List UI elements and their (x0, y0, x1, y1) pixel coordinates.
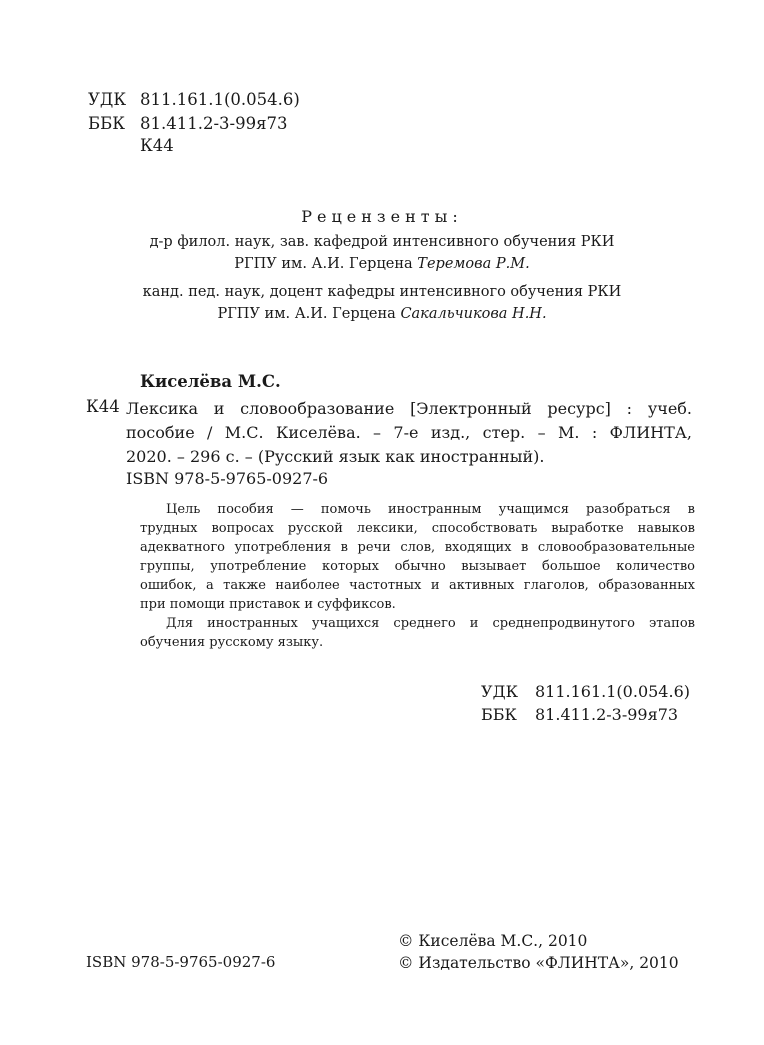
reviewer2-name: Сакальчикова Н.Н. (400, 306, 547, 322)
copyright-publisher: © Издательство «ФЛИНТА», 2010 (398, 954, 679, 972)
bbk-label: ББК (88, 114, 126, 133)
annotation-p1-line2: трудных вопросах русской лексики, способствовать выработке навыков (140, 521, 695, 536)
annotation-p2-line2: обучения русскому языку. (140, 635, 324, 650)
catalog-author: Киселёва М.С. (140, 372, 281, 391)
udk-bottom-label: УДК (481, 682, 518, 701)
udk-top (88, 88, 300, 112)
bbk-bottom (481, 703, 678, 726)
annotation-p2-line1: Для иностранных учащихся среднего и среднепродвинутого этапов (166, 616, 695, 631)
udk-bottom (481, 680, 690, 703)
author-mark-top: К44 (140, 136, 174, 155)
reviewer1-name: Теремова Р.М. (417, 256, 530, 272)
annotation-p1-line1: Цель пособия — помочь иностранным учащимся разобраться в (166, 502, 695, 517)
catalog-isbn: ISBN 978-5-9765-0927-6 (126, 469, 329, 488)
catalog-line3: 2020. – 296 с. – (Русский язык как иностранный). (126, 447, 545, 466)
catalog-line2: пособие / М.С. Киселёва. – 7-е изд., стер. – М. : ФЛИНТА, (126, 423, 692, 442)
udk-bottom-value: 811.161.1(0.054.6) (535, 682, 690, 701)
reviewer2-line2 (0, 306, 764, 322)
bbk-bottom-value: 81.411.2-3-99я73 (535, 705, 679, 724)
annotation-p1-line4: группы, употребление которых обычно вызывает большое количество (140, 559, 695, 574)
copyright-author: © Киселёва М.С., 2010 (398, 932, 588, 950)
bbk-value: 81.411.2-3-99я73 (140, 114, 288, 133)
annotation-p1-line5: ошибок, а также наиболее частотных и активных глаголов, образованных (140, 578, 695, 593)
bbk-top (88, 112, 288, 136)
annotation (140, 500, 695, 652)
udk-value: 811.161.1(0.054.6) (140, 90, 300, 109)
reviewers-heading: Рецензенты: (301, 207, 463, 226)
catalog-line1: Лексика и словообразование [Электронный ресурс] : учеб. (126, 399, 692, 418)
udk-label: УДК (88, 90, 127, 109)
footer-isbn: ISBN 978-5-9765-0927-6 (86, 953, 276, 971)
reviewer2-line1: канд. пед. наук, доцент кафедры интенсивного обучения РКИ (142, 284, 622, 300)
annotation-p1-line3: адекватного употребления в речи слов, входящих в словообразовательные (140, 540, 695, 555)
reviewer2-affiliation: РГПУ им. А.И. Герцена (217, 306, 401, 322)
reviewer1-line2 (0, 256, 764, 272)
bbk-bottom-label: ББК (481, 705, 517, 724)
annotation-p1-line6: при помощи приставок и суффиксов. (140, 597, 396, 612)
catalog-mark: К44 (86, 397, 120, 416)
reviewer1-line1: д-р филол. наук, зав. кафедрой интенсивного обучения РКИ (149, 234, 615, 250)
reviewer1-affiliation: РГПУ им. А.И. Герцена (234, 256, 418, 272)
